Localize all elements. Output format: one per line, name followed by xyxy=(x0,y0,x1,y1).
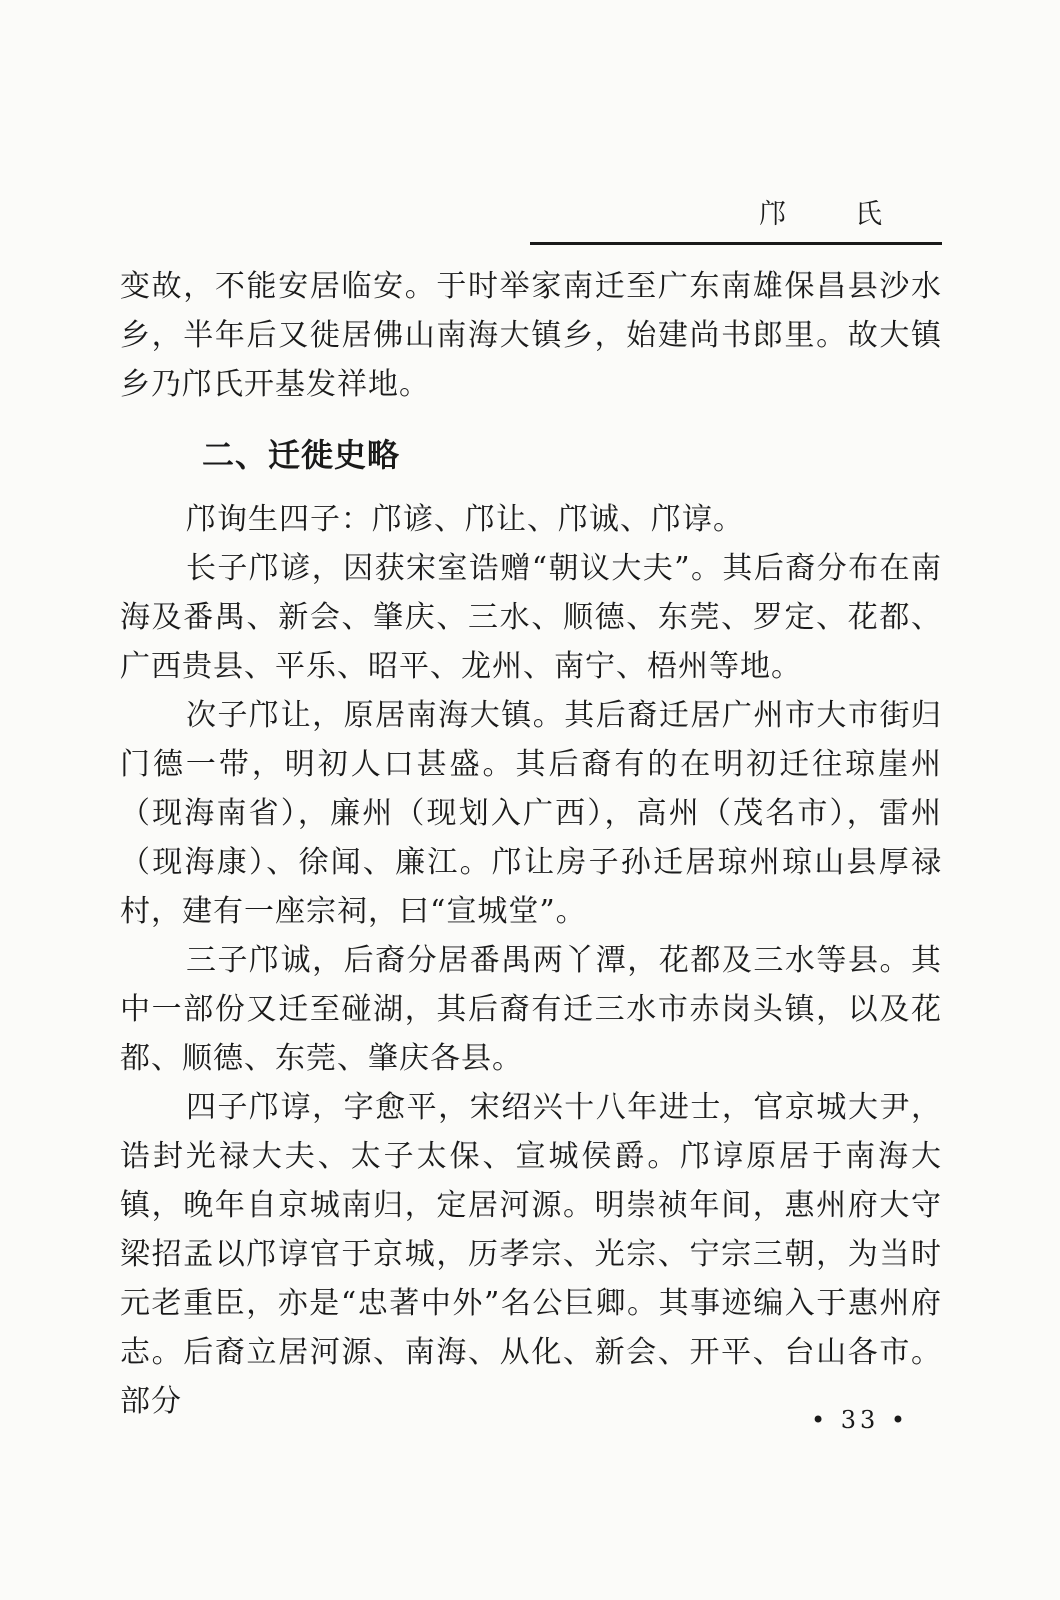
paragraph: 长子邝谚，因获宋室诰赠“朝议大夫”。其后裔分布在南海及番禺、新会、肇庆、三水、顺德、东莞、罗定、花都、广西贵县、平乐、昭平、龙州、南宁、梧州等地。 xyxy=(120,551,942,684)
paragraph: 四子邝谆，字愈平，宋绍兴十八年进士，官京城大尹，诰封光禄大夫、太子太保、宣城侯爵。邝谆原居于南海大镇，晚年自京城南归，定居河源。明崇祯年间，惠州府大守梁招孟以邝谆官于京城，历孝宗、光宗、宁宗三朝，为当时元老重臣，亦是“忠著中外”名公巨卿。其事迹编入于惠州府志。后裔立居河源、南海、从化、新会、开平、台山各市。部分 xyxy=(120,1090,942,1419)
paragraph: 次子邝让，原居南海大镇。其后裔迁居广州市大市街归门德一带，明初人口甚盛。其后裔有的在明初迁往琼崖州（现海南省），廉州（现划入广西），高州（茂名市），雷州（现海康）、徐闻、廉江。邝让房子孙迁居琼州琼山县厚禄村，建有一座宗祠，曰“宣城堂”。 xyxy=(120,698,942,929)
paragraph: 邝询生四子：邝谚、邝让、邝诚、邝谆。 xyxy=(186,502,744,537)
body-text xyxy=(120,262,942,1426)
running-header-title: 邝 氏 xyxy=(759,199,912,230)
paragraph-continued: 变故，不能安居临安。于时举家南迁至广东南雄保昌县沙水乡，半年后又徙居佛山南海大镇乡，始建尚书郎里。故大镇乡乃邝氏开基发祥地。 xyxy=(120,269,942,402)
paragraph: 三子邝诚，后裔分居番禺两丫潭，花都及三水等县。其中一部份又迁至碰湖，其后裔有迁三水市赤岗头镇，以及花都、顺德、东莞、肇庆各县。 xyxy=(120,943,942,1076)
running-header xyxy=(530,198,942,245)
section-heading: 二、迁徙史略 xyxy=(202,436,401,474)
page-number: • 33 • xyxy=(810,1406,910,1434)
